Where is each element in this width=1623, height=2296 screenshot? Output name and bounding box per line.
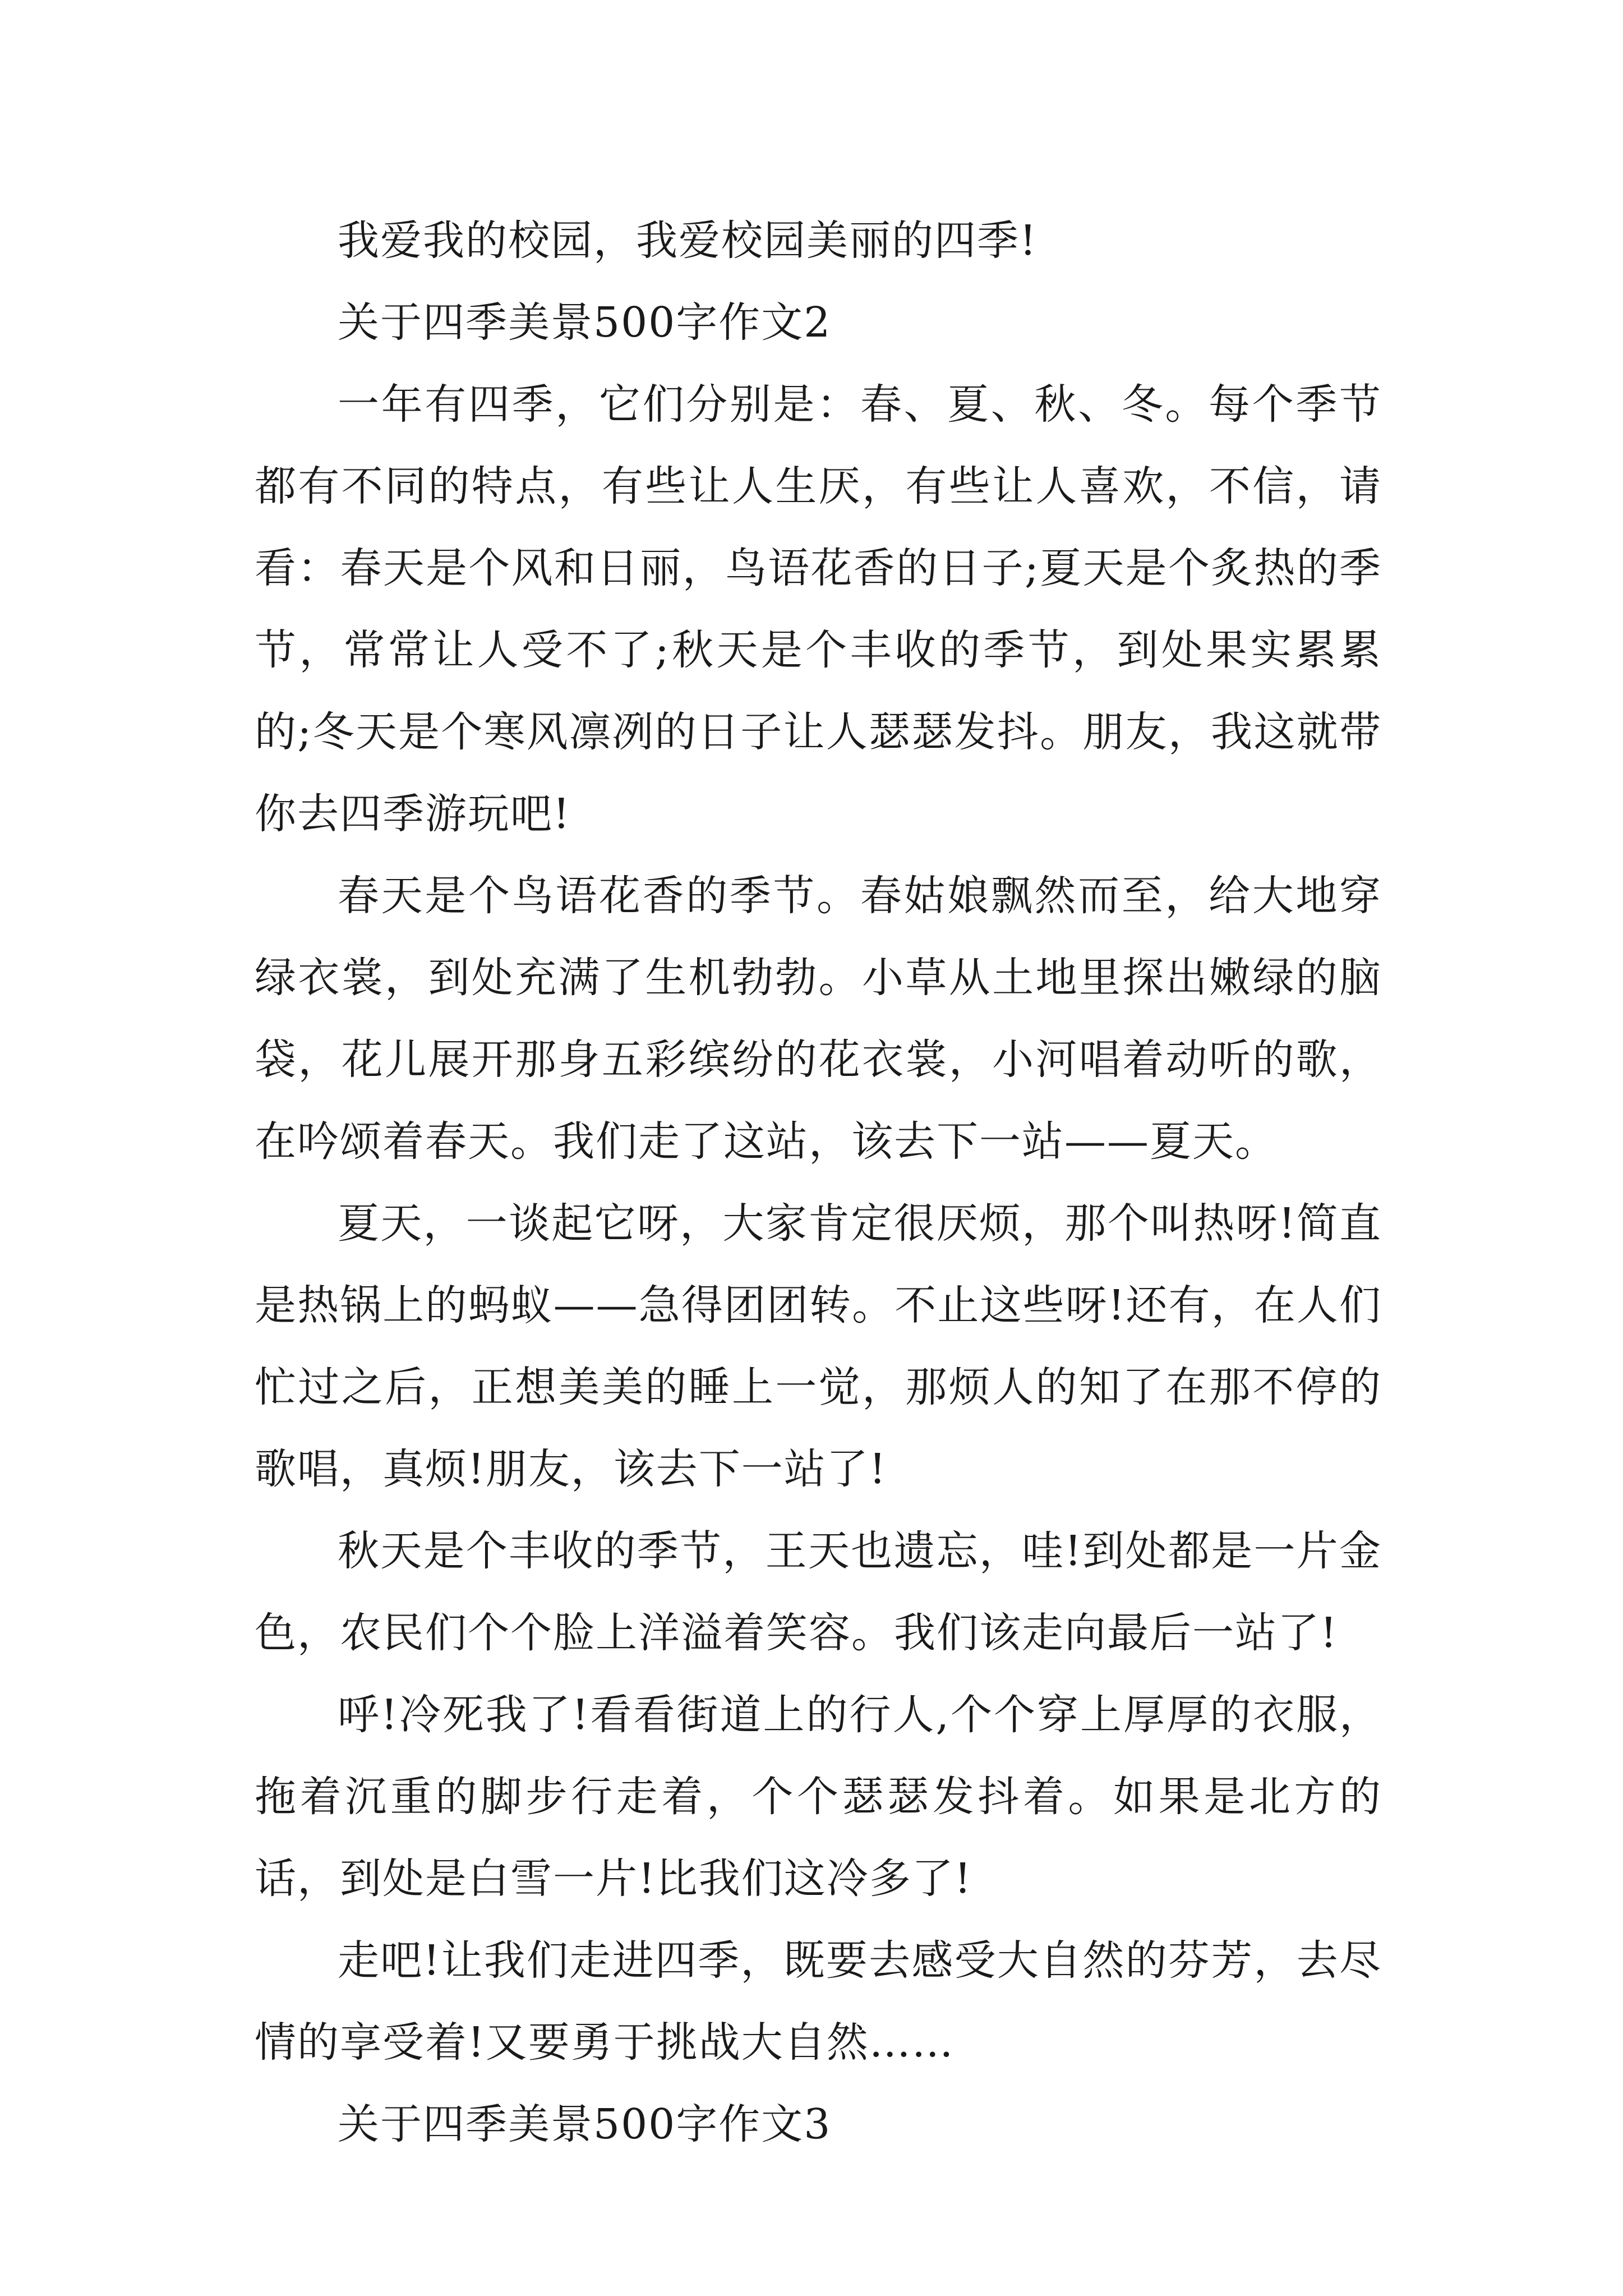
essay-heading-2: 关于四季美景500字作文2 [338, 298, 832, 347]
paragraph-intro: 一年有四季，它们分别是：春、夏、秋、冬。每个季节都有不同的特点，有些让人生厌，有些让人喜欢，不信，请看：春天是个风和日丽，鸟语花香的日子;夏天是个炙热的季节，常常让人受不了;秋天是个丰收的季节，到处果实累累的;冬天是个寒风凛冽的日子让人瑟瑟发抖。朋友，我这就带你去四季游玩吧! [255, 380, 1382, 838]
paragraph-winter: 呼!冷死我了!看看街道上的行人,个个穿上厚厚的衣服，拖着沉重的脚步行走着，个个瑟瑟发抖着。如果是北方的话，到处是白雪一片!比我们这冷多了! [255, 1691, 1382, 1903]
essay-heading-3: 关于四季美景500字作文3 [338, 2100, 832, 2148]
paragraph-summer: 夏天，一谈起它呀，大家肯定很厌烦，那个叫热呀!简直是热锅上的蚂蚁——急得团团转。不止这些呀!还有，在人们忙过之后，正想美美的睡上一觉，那烦人的知了在那不停的歌唱，真烦!朋友，该去下一站了! [255, 1199, 1382, 1493]
document-body [255, 200, 1382, 2165]
paragraph-conclusion: 走吧!让我们走进四季，既要去感受大自然的芬芳，去尽情的享受着!又要勇于挑战大自然…… [255, 1936, 1382, 2067]
paragraph-autumn: 秋天是个丰收的季节，王天也遗忘，哇!到处都是一片金色，农民们个个脸上洋溢着笑容。我们该走向最后一站了! [255, 1527, 1382, 1657]
paragraph-closing-line: 我爱我的校园，我爱校园美丽的四季! [338, 217, 1038, 265]
paragraph-spring: 春天是个鸟语花香的季节。春姑娘飘然而至，给大地穿绿衣裳，到处充满了生机勃勃。小草从土地里探出嫩绿的脑袋，花儿展开那身五彩缤纷的花衣裳，小河唱着动听的歌，在吟颂着春天。我们走了这站，该去下一站——夏天。 [255, 872, 1382, 1166]
